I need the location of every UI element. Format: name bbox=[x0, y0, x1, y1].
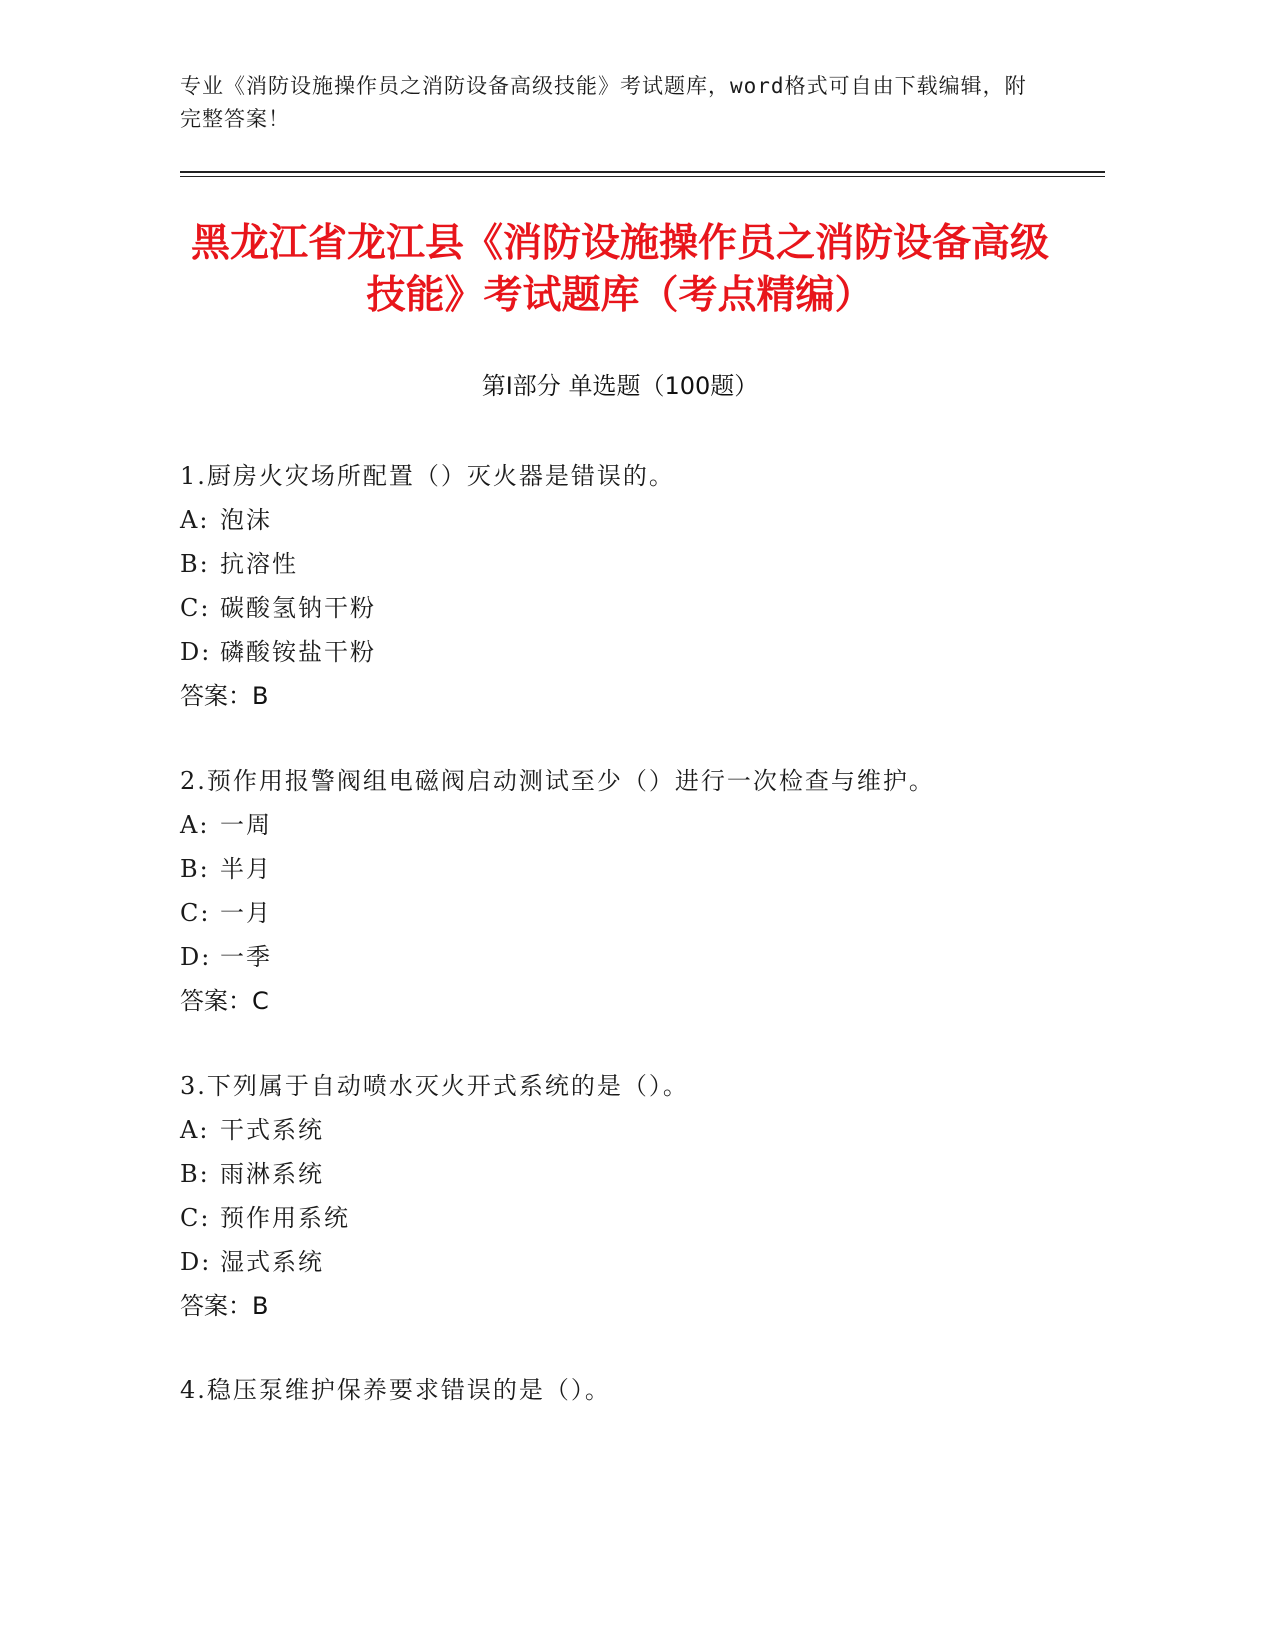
option-text: 碳酸氢钠干粉 bbox=[220, 594, 376, 622]
option-text: 雨淋系统 bbox=[220, 1160, 324, 1188]
option-d bbox=[180, 1240, 1130, 1284]
document-title: 黑龙江省龙江县《消防设施操作员之消防设备高级技能》考试题库（考点精编） bbox=[190, 221, 1049, 318]
option-a bbox=[180, 1108, 1130, 1152]
answer-line: 答案：C bbox=[180, 987, 269, 1015]
option-c bbox=[180, 1196, 1130, 1240]
option-d bbox=[180, 935, 1130, 979]
option-letter: B: bbox=[180, 855, 210, 883]
option-letter: C: bbox=[180, 899, 211, 927]
answer-line: 答案：B bbox=[180, 682, 269, 710]
question-stem: 2.预作用报警阀组电磁阀启动测试至少（）进行一次检查与维护。 bbox=[180, 767, 935, 795]
question-block bbox=[180, 454, 1130, 718]
option-letter: A: bbox=[180, 811, 210, 839]
option-text: 磷酸铵盐干粉 bbox=[220, 638, 376, 666]
question-block bbox=[180, 1064, 1130, 1328]
option-b bbox=[180, 847, 1130, 891]
option-text: 干式系统 bbox=[220, 1116, 324, 1144]
option-letter: D: bbox=[180, 943, 212, 971]
question-stem: 1.厨房火灾场所配置（）灭火器是错误的。 bbox=[180, 462, 675, 490]
option-letter: B: bbox=[180, 550, 210, 578]
question-stem: 3.下列属于自动喷水灭火开式系统的是（）。 bbox=[180, 1072, 689, 1100]
option-letter: A: bbox=[180, 1116, 210, 1144]
option-a bbox=[180, 498, 1130, 542]
answer-line: 答案：B bbox=[180, 1292, 269, 1320]
question-stem: 4.稳压泵维护保养要求错误的是（）。 bbox=[180, 1376, 611, 1404]
header-divider-thick bbox=[180, 171, 1105, 173]
option-text: 抗溶性 bbox=[220, 550, 298, 578]
option-text: 泡沫 bbox=[220, 506, 272, 534]
option-d bbox=[180, 630, 1130, 674]
option-letter: A: bbox=[180, 506, 210, 534]
option-b bbox=[180, 542, 1130, 586]
option-letter: B: bbox=[180, 1160, 210, 1188]
option-letter: C: bbox=[180, 594, 211, 622]
option-c bbox=[180, 891, 1130, 935]
section-heading: 第Ⅰ部分 单选题（100题） bbox=[481, 372, 759, 400]
header-divider-thin bbox=[180, 176, 1105, 177]
option-text: 半月 bbox=[220, 855, 272, 883]
option-letter: D: bbox=[180, 1248, 212, 1276]
option-text: 一周 bbox=[220, 811, 272, 839]
option-text: 预作用系统 bbox=[220, 1204, 350, 1232]
option-b bbox=[180, 1152, 1130, 1196]
option-text: 一季 bbox=[220, 943, 272, 971]
option-letter: C: bbox=[180, 1204, 211, 1232]
option-text: 湿式系统 bbox=[220, 1248, 324, 1276]
option-a bbox=[180, 803, 1130, 847]
option-letter: D: bbox=[180, 638, 212, 666]
header-note: 专业《消防设施操作员之消防设备高级技能》考试题库，word格式可自由下载编辑，附完整答案！ bbox=[180, 74, 1027, 131]
option-c bbox=[180, 586, 1130, 630]
question-block bbox=[180, 759, 1130, 1023]
option-text: 一月 bbox=[220, 899, 272, 927]
question-block bbox=[180, 1368, 1130, 1412]
